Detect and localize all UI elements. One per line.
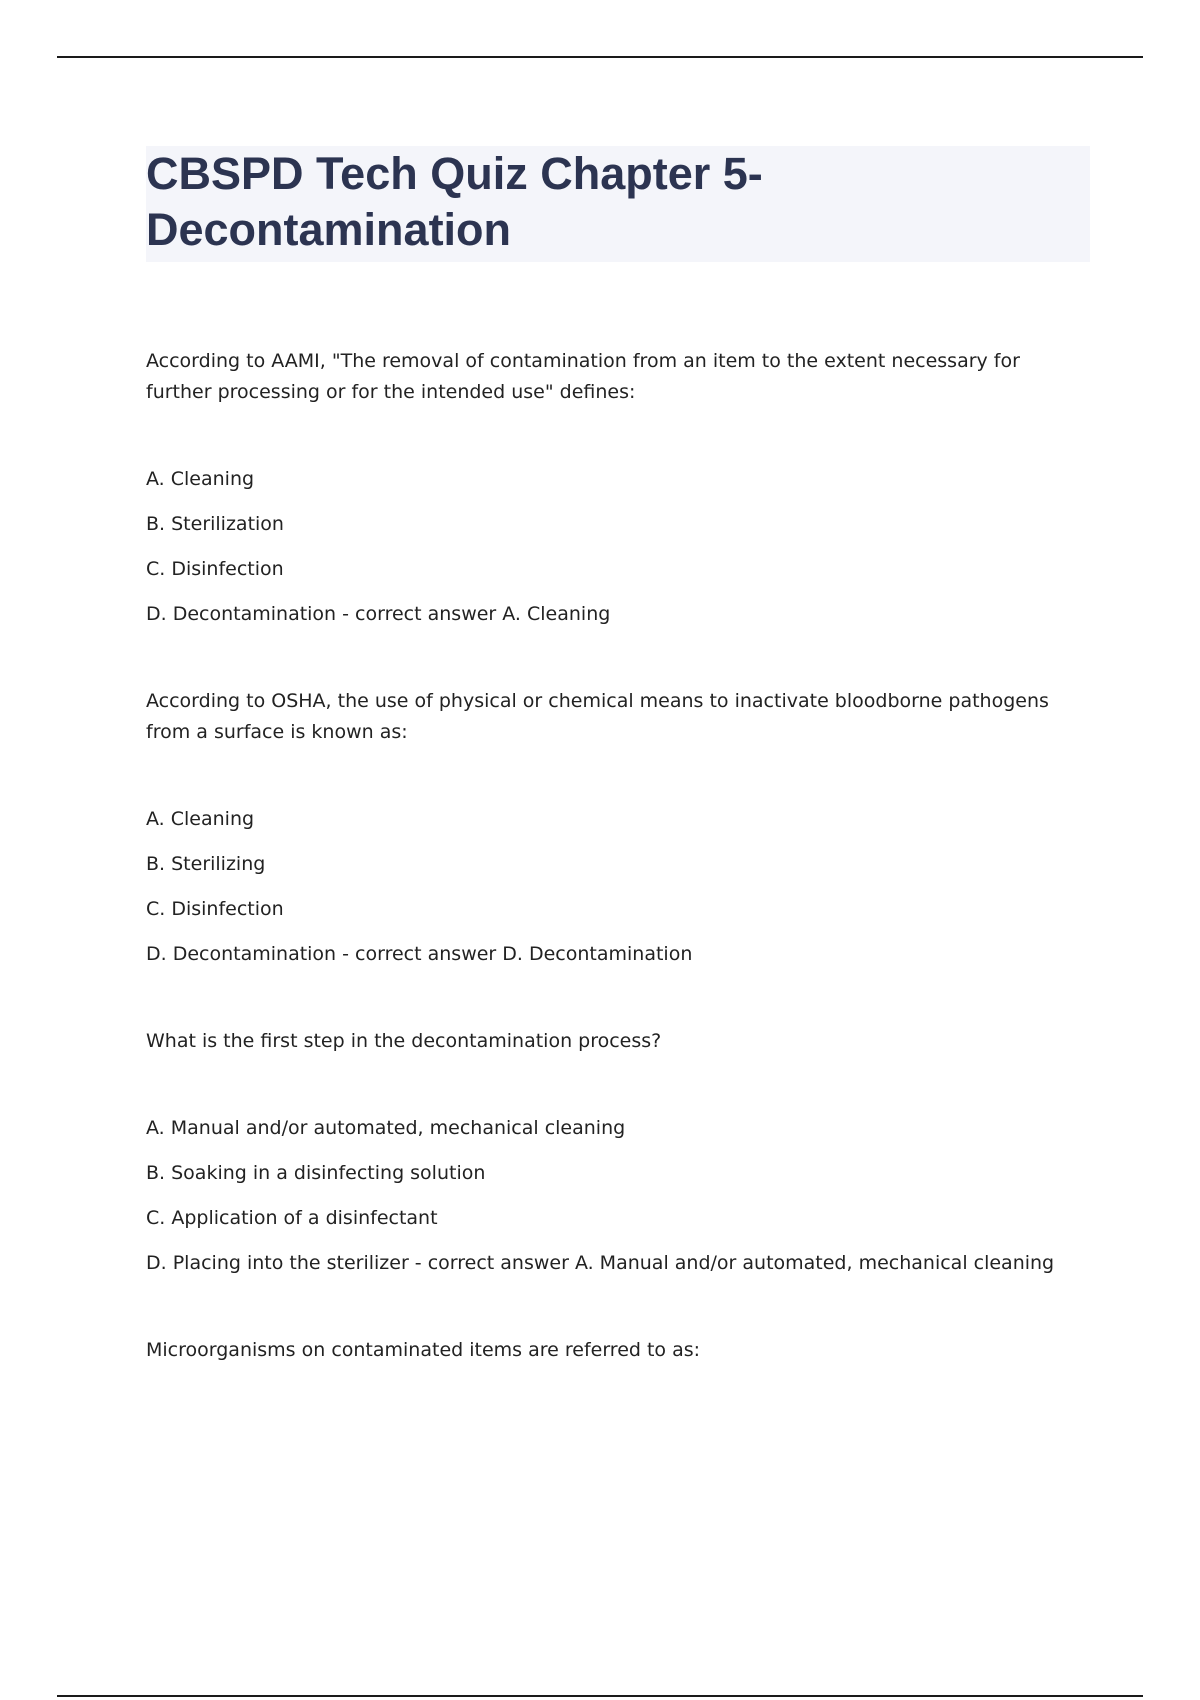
question-3-option-b: B. Soaking in a disinfecting solution	[146, 1162, 486, 1184]
question-1	[146, 346, 1090, 630]
bottom-rule	[57, 1695, 1143, 1697]
question-2-option-a: A. Cleaning	[146, 808, 255, 830]
question-3-option-a: A. Manual and/or automated, mechanical cleaning	[146, 1117, 626, 1139]
spacer	[146, 1293, 1090, 1335]
question-1-text: According to AAMI, "The removal of contamination from an item to the extent necessary for further processing or for the intended use" defines:	[146, 350, 1020, 403]
page-title-line-1: CBSPD Tech Quiz Chapter 5-	[146, 148, 763, 199]
question-3	[146, 1026, 1090, 1279]
question-1-option-a: A. Cleaning	[146, 468, 255, 490]
question-2-text: According to OSHA, the use of physical or chemical means to inactivate bloodborne pathogens from a surface is known as:	[146, 690, 1049, 743]
question-4	[146, 1335, 1090, 1366]
question-1-option-c: C. Disinfection	[146, 558, 284, 580]
question-4-text: Microorganisms on contaminated items are referred to as:	[146, 1339, 701, 1361]
question-2-option-c: C. Disinfection	[146, 898, 284, 920]
page-title-line-2: Decontamination	[146, 204, 512, 255]
question-2	[146, 686, 1090, 970]
top-rule	[57, 56, 1143, 58]
spacer	[146, 984, 1090, 1026]
question-1-option-d: D. Decontamination - correct answer A. Cleaning	[146, 603, 611, 625]
question-2-options	[146, 804, 1090, 970]
question-3-option-c: C. Application of a disinfectant	[146, 1207, 438, 1229]
document-body	[146, 146, 1090, 1366]
question-list	[146, 346, 1090, 1366]
spacer	[146, 644, 1090, 686]
question-1-option-b: B. Sterilization	[146, 513, 284, 535]
question-3-options	[146, 1113, 1090, 1279]
question-3-option-d: D. Placing into the sterilizer - correct answer A. Manual and/or automated, mechanical cleaning	[146, 1252, 1055, 1274]
question-2-option-b: B. Sterilizing	[146, 853, 266, 875]
question-1-options	[146, 464, 1090, 630]
page-title	[146, 146, 1086, 258]
question-3-text: What is the first step in the decontamination process?	[146, 1030, 662, 1052]
question-2-option-d: D. Decontamination - correct answer D. Decontamination	[146, 943, 693, 965]
title-block	[146, 146, 1090, 262]
